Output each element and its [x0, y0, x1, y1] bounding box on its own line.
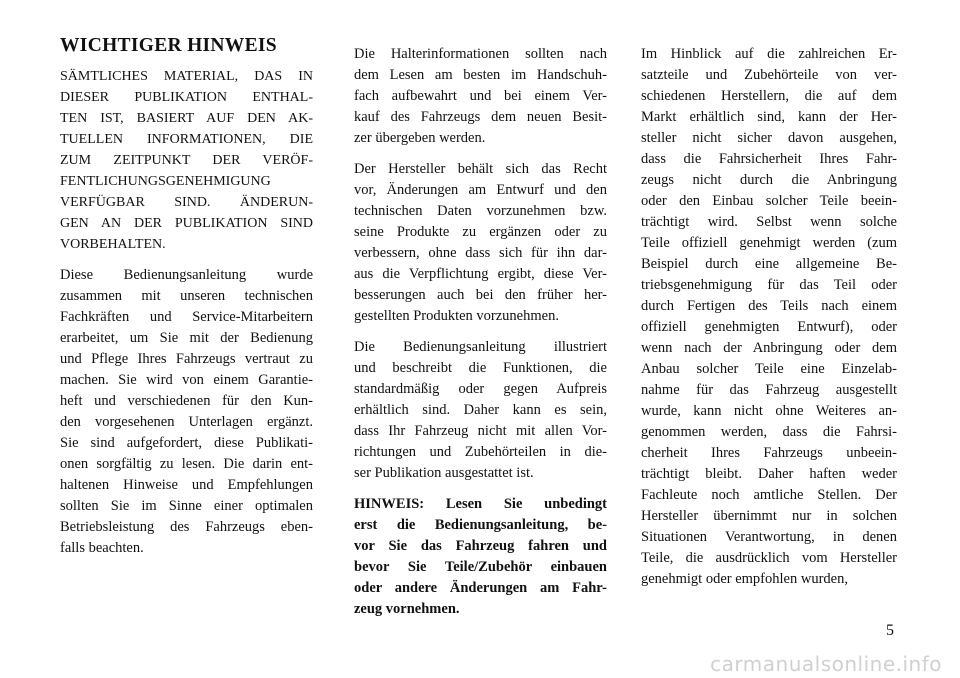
text-line: heft und verschiedenen für den Kun-: [60, 393, 313, 409]
text-line: dem Lesen am besten im Handschuh-: [354, 67, 607, 83]
text-line: VORBEHALTEN.: [60, 237, 166, 252]
text-line: VERFÜGBAR SIND. ÄNDERUN-: [60, 195, 313, 210]
text-line: Teile, die ausdrücklich vom Hersteller: [641, 550, 897, 566]
text-line: Beispiel durch eine allgemeine Be-: [641, 256, 897, 272]
text-line: sollten Sie im Sinne einer optimalen: [60, 498, 313, 514]
text-line: vor, Änderungen am Entwurf und den: [354, 182, 607, 198]
important-note-paragraph: [354, 494, 607, 620]
text-line: bevor Sie Teile/Zubehör einbauen: [354, 559, 607, 575]
text-line: machen. Sie wird von einem Garantie-: [60, 372, 313, 388]
text-line: FENTLICHUNGSGENEHMIGUNG: [60, 174, 271, 189]
text-line: steller nicht sicher davon ausgehen,: [641, 130, 897, 146]
text-line: TEN IST, BASIERT AUF DEN AK-: [60, 111, 313, 126]
text-line: nahme für das Fahrzeug ausgestellt: [641, 382, 897, 398]
text-line: GEN AN DER PUBLIKATION SIND: [60, 216, 313, 231]
text-line: cherheit Ihres Fahrzeugs unbeein-: [641, 445, 897, 461]
text-line: erhältlich sind. Daher kann es sein,: [354, 402, 607, 418]
text-line: aus die Verpflichtung ergibt, diese Ver-: [354, 266, 607, 282]
text-line: fach aufbewahrt und bei einem Ver-: [354, 88, 607, 104]
text-line: Der Hersteller behält sich das Recht: [354, 161, 607, 177]
text-line: trächtigt bleibt. Daher haften weder: [641, 466, 897, 482]
text-line: Teile offiziell genehmigt werden (zum: [641, 235, 897, 251]
text-line: zer übergeben werden.: [354, 130, 486, 146]
text-line: genommen werden, dass die Fahrsi-: [641, 424, 897, 440]
text-line: verbessern, ohne dass sich für ihn dar-: [354, 245, 607, 261]
text-line: Anbau solcher Teile eine Einzelab-: [641, 361, 897, 377]
text-line: haltenen Hinweise und Empfehlungen: [60, 477, 313, 493]
text-line: standardmäßig oder gegen Aufpreis: [354, 381, 607, 397]
text-line: HINWEIS: Lesen Sie unbedingt: [354, 496, 607, 512]
text-line: kauf des Fahrzeugs dem neuen Besit-: [354, 109, 607, 125]
text-line: durch Fertigen des Teils nach einem: [641, 298, 897, 314]
right-column: [641, 44, 897, 600]
text-line: dass die Fahrsicherheit Ihres Fahr-: [641, 151, 897, 167]
text-line: trächtigt wird. Selbst wenn solche: [641, 214, 897, 230]
manufacturer-rights-paragraph: [354, 159, 607, 327]
text-line: offiziell genehmigten Entwurf), oder: [641, 319, 897, 335]
text-line: Die Bedienungsanleitung illustriert: [354, 339, 607, 355]
owner-info-paragraph: [354, 44, 607, 149]
text-line: dass Ihr Fahrzeug nicht mit allen Vor-: [354, 423, 607, 439]
text-line: technischen Daten vorzunehmen bzw.: [354, 203, 607, 219]
text-line: oder den Einbau solcher Teile beein-: [641, 193, 897, 209]
text-line: schiedenen Herstellern, die auf dem: [641, 88, 897, 104]
text-line: ZUM ZEITPUNKT DER VERÖF-: [60, 153, 313, 168]
text-line: Fachleute noch amtliche Stellen. Der: [641, 487, 897, 503]
text-line: Diese Bedienungsanleitung wurde: [60, 267, 313, 283]
text-line: ser Publikation ausgestattet ist.: [354, 465, 534, 481]
text-line: wenn nach der Anbringung oder dem: [641, 340, 897, 356]
notice-caps-paragraph: [60, 66, 313, 255]
text-line: Die Halterinformationen sollten nach: [354, 46, 607, 62]
text-line: triebsgenehmigung für das Teil oder: [641, 277, 897, 293]
text-line: SÄMTLICHES MATERIAL, DAS IN: [60, 69, 313, 84]
text-line: erarbeitet, um Sie mit der Bedienung: [60, 330, 313, 346]
text-line: und Pflege Ihres Fahrzeugs vertraut zu: [60, 351, 313, 367]
text-line: den vorgesehenen Unterlagen ergänzt.: [60, 414, 313, 430]
text-line: gestellten Produkten vorzunehmen.: [354, 308, 559, 324]
text-line: Hersteller übernimmt nur in solchen: [641, 508, 897, 524]
text-line: Im Hinblick auf die zahlreichen Er-: [641, 46, 897, 62]
manual-scope-paragraph: [354, 337, 607, 484]
text-line: zeugs nicht durch die Anbringung: [641, 172, 897, 188]
parts-safety-paragraph: [641, 44, 897, 590]
text-line: zeug vornehmen.: [354, 601, 460, 617]
page-heading: WICHTIGER HINWEIS: [60, 35, 277, 56]
watermark-text: carmanualsonline.info: [710, 652, 942, 676]
text-line: satzteile und Zubehörteile von ver-: [641, 67, 897, 83]
text-line: Situationen Verantwortung, in denen: [641, 529, 897, 545]
text-line: Sie sind aufgefordert, diese Publikati-: [60, 435, 313, 451]
text-line: falls beachten.: [60, 540, 144, 556]
text-line: vor Sie das Fahrzeug fahren und: [354, 538, 607, 554]
middle-column: [354, 44, 607, 630]
text-line: oder andere Änderungen am Fahr-: [354, 580, 607, 596]
text-line: onen sorgfältig zu lesen. Die darin ent-: [60, 456, 313, 472]
text-line: zusammen mit unseren technischen: [60, 288, 313, 304]
text-line: erst die Bedienungsanleitung, be-: [354, 517, 607, 533]
text-line: richtungen und Zubehörteilen in die-: [354, 444, 607, 460]
text-line: Markt erhältlich sind, kann der Her-: [641, 109, 897, 125]
page-number: 5: [886, 622, 894, 639]
text-line: DIESER PUBLIKATION ENTHAL-: [60, 90, 313, 105]
text-line: und beschreibt die Funktionen, die: [354, 360, 607, 376]
intro-paragraph: [60, 265, 313, 559]
text-line: Betriebsleistung des Fahrzeugs eben-: [60, 519, 313, 535]
text-line: wurde, kann nicht ohne Weiteres an-: [641, 403, 897, 419]
text-line: Fachkräften und Service-Mitarbeitern: [60, 309, 313, 325]
text-line: besserungen auch bei den früher her-: [354, 287, 607, 303]
text-line: seine Produkte zu ergänzen oder zu: [354, 224, 607, 240]
text-line: genehmigt oder empfohlen wurden,: [641, 571, 848, 587]
left-column: [60, 34, 313, 569]
text-line: TUELLEN INFORMATIONEN, DIE: [60, 132, 313, 147]
